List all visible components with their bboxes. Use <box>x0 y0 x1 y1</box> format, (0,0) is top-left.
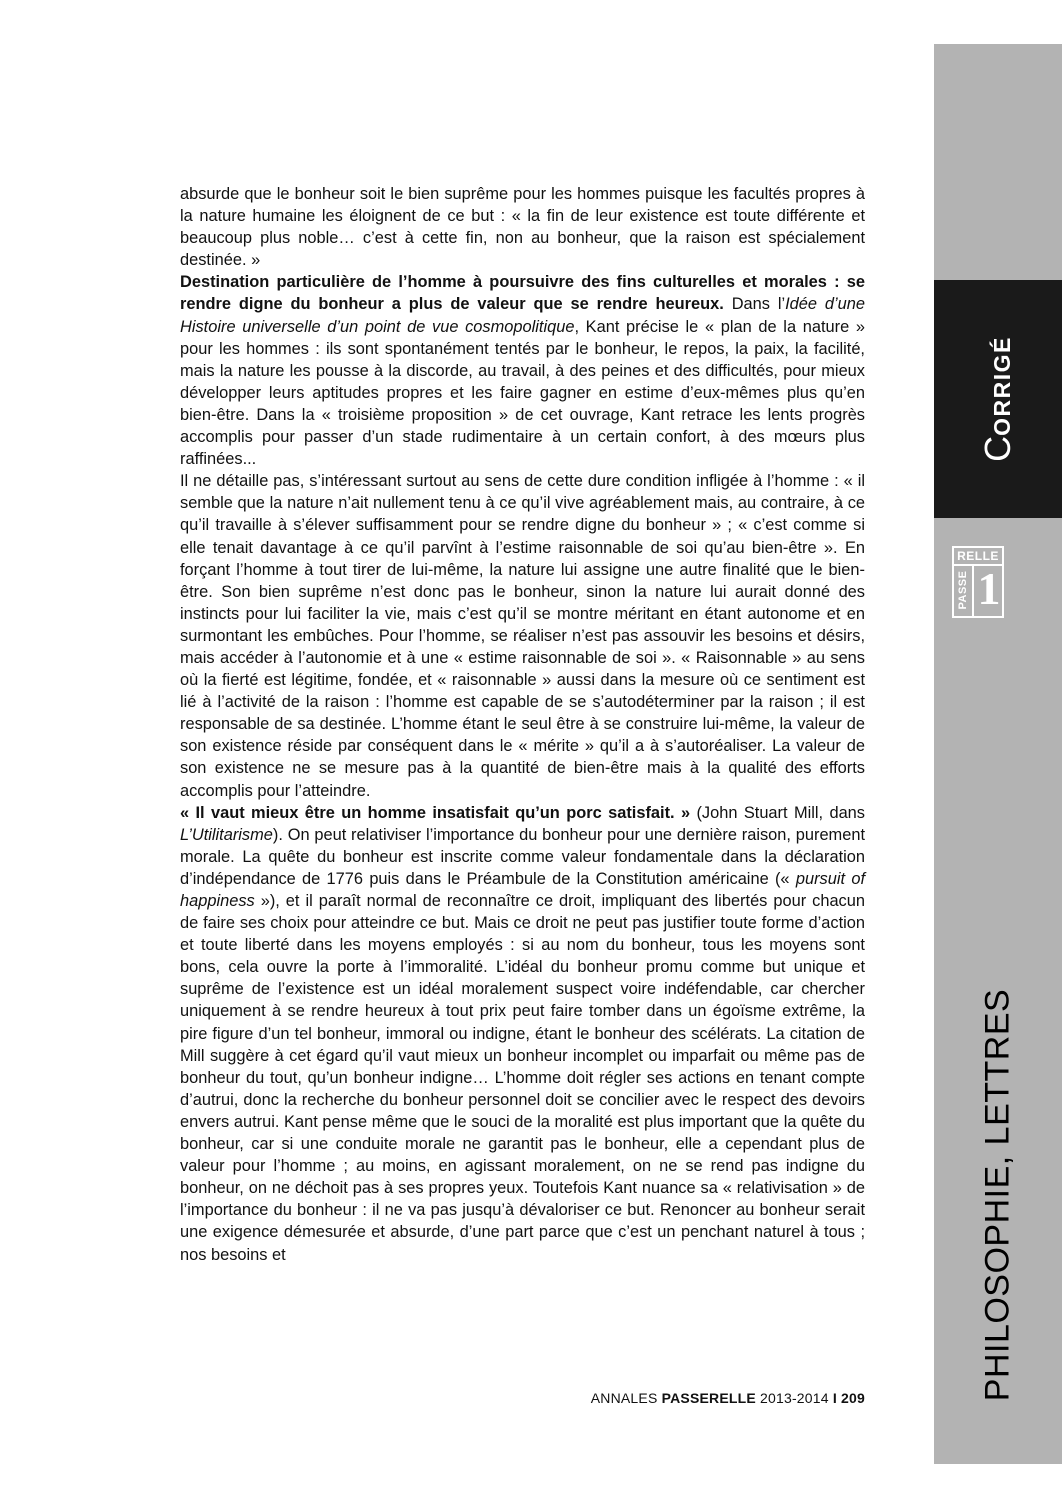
paragraph-4-part-c: »), et il paraît normal de reconnaître ce droit, impliquant des libertés pour chacun de faire ses choix pour atteindre ce but. Mais ce droit ne peut pas justifier toute forme d’action et toute liberté dans les moyens employés : si au nom du bonheur, tous les moyens sont bons, cela ouvre la porte à l’immoralité. L’idéal du bonheur promu comme but unique et suprême de l’existence est un idéal moralement suspect voire indéfendable, car chercher uniquement à se rendre heureux à tout prix peut faire tomber dans un égoïsme extrême, la pire figure d’un tel bonheur, immoral ou indigne, étant le bonheur des scélérats. La citation de Mill suggère à cet égard qu’il vaut mieux un bonheur incomplet ou imparfait ou même pas de bonheur du tout, qu’un bonheur indigne… L’homme doit régler ses actions en tenant compte d’autrui, donc la recherche du bonheur personnel doit se concilier avec le respect des devoirs envers autrui. Kant pense même que le souci de la moralité est plus important que la quête du bonheur, car si une conduite morale ne garantit pas le bonheur, elle a cependant plus de valeur pour l’homme ; au moins, en agissant moralement, on ne se rend pas indigne du bonheur, on ne déchoit pas à ses propres yeux. Toutefois Kant nuance sa « relativisation » de l’importance du bonheur : il ne va pas jusqu’à dévaloriser ce but. Renoncer au bonheur serait une exigence démesurée et absurde, d’une part parce que c’est un penchant naturel à tous ; nos besoins et <box>180 892 865 1264</box>
corrige-tab <box>934 280 1062 518</box>
logo-number: 1 <box>977 563 1001 614</box>
corrige-initial: C <box>977 435 1018 462</box>
section-heading-mill-quote: « Il vaut mieux être un homme insatisfait qu’un porc satisfait. » <box>180 803 691 822</box>
book-title-idee: Idée d’une Histoire universelle d’un point de vue cosmopolitique <box>180 295 865 336</box>
phrase-pursuit-of-happiness: pursuit of happiness <box>180 869 865 910</box>
article-body <box>180 183 865 1266</box>
corrige-label <box>977 336 1019 462</box>
page-footer <box>500 1390 865 1406</box>
page-number: 209 <box>836 1390 865 1406</box>
paragraph-1 <box>180 183 865 271</box>
subject-label <box>934 990 1062 1400</box>
paragraph-3-text: Il ne détaille pas, s’intéressant surtout au sens de cette dure condition infligée à l’homme : « il semble que la nature n’ait nullement tenu à ce qu’il vive agréablement mais, au contraire, à ce qu’il travaille à s’élever suffisamment pour se rendre digne du bonheur » ; « c’est comme si elle tenait davantage à ce qu’il parvînt à l’estime raisonnable de soi qu’au bien-être ». En forçant l’homme à tout tirer de lui-même, la nature lui assigne une autre finalité que le bien-être. Son bien suprême n’est donc pas le bonheur, sinon la nature lui aurait donné des instincts pour lui faciliter la vie, mais c’est qu’il se montre méritant en étant autonome et en surmontant les embûches. Pour l’homme, se réaliser n’est pas assouvir les besoins et désirs, mais accéder à l’autonomie et à une « estime raisonnable de soi ». « Raisonnable » au sens où la fierté est légitime, fondée, et « raisonnable » aussi dans la mesure où ce sentiment est lié à l’activité de la raison : l’homme est capable de se s’autodéterminer par la raison ; il est responsable de sa destinée. L’homme étant le seul être à se construire lui-même, la valeur de son existence réside par conséquent dans le « mérite » qu’il a à s’autoréaliser. La valeur de son existence ne se mesure pas à la quantité de bien-être mais à la qualité des efforts accomplis pour l’atteindre. <box>180 472 865 800</box>
footer-annales: ANNALES <box>590 1390 662 1406</box>
footer-years: 2013-2014 <box>755 1390 833 1406</box>
passerelle-1-logo <box>952 546 1004 618</box>
paragraph-2-intro: Dans l’ <box>731 295 786 314</box>
paragraph-1-text: absurde que le bonheur soit le bien suprême pour les hommes puisque les facultés propres à la nature humaine les éloignent de ce but : « la fin de leur existence est toute différente et beaucoup plus noble… c’est à cette fin, non au bonheur, que la raison est spécialement destinée. » <box>180 185 865 270</box>
book-title-utilitarisme: L’Utilitarisme <box>180 825 273 844</box>
subject-text: PHILOSOPHIE, LETTRES <box>978 988 1017 1402</box>
section-heading-destination: Destination particulière de l’homme à poursuivre des fins culturelles et morales : se rendre digne du bonheur a plus de valeur que se rendre heureux. <box>180 273 865 314</box>
paragraph-2 <box>180 271 865 470</box>
paragraph-4-part-b: ). On peut relativiser l’importance du bonheur pour une dernière raison, purement morale. La quête du bonheur est inscrite comme valeur fondamentale dans la déclaration d’indépendance de 1776 puis dans le Préambule de la Constitution américaine (« <box>180 825 865 888</box>
paragraph-2-text: , Kant précise le « plan de la nature » pour les hommes : ils sont spontanément tentés par le bonheur, le repos, la paix, la facilité, mais la nature les pousse à la discorde, au travail, à des peines et des difficultés, pour mieux développer leurs aptitudes propres et les faire gagner en estime d’eux-mêmes plus qu’en bien-être. Dans la « troisième proposition » de cet ouvrage, Kant retrace les lents progrès accomplis pour passer d’un stade rudimentaire à un certain confort, à des mœurs plus raffinées... <box>180 317 865 469</box>
paragraph-3 <box>180 470 865 801</box>
footer-passerelle: PASSERELLE <box>661 1390 756 1406</box>
footer-separator: I <box>832 1390 837 1406</box>
logo-top-text: RELLE <box>954 548 1002 566</box>
logo-side-text: PASSE <box>957 570 969 610</box>
corrige-rest: ORRIGÉ <box>989 336 1015 436</box>
paragraph-4 <box>180 802 865 1266</box>
paragraph-4-part-a: (John Stuart Mill, dans <box>690 803 865 822</box>
logo-side-panel <box>954 564 974 616</box>
